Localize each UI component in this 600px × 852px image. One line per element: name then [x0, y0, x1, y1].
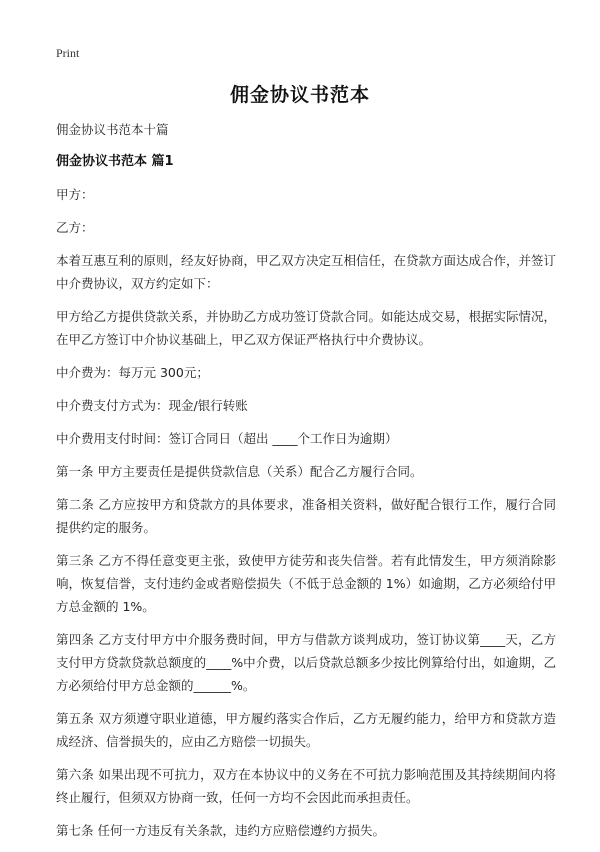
- fee-rate-line: 中介费为：每万元 300元；: [56, 365, 209, 380]
- article-6: 第六条 如果出现不可抗力，双方在本协议中的义务在不可抗力影响范围及其持续期间内将终止履行，但须双方协商一致，任何一方均不会因此而承担责任。: [56, 767, 556, 805]
- service-paragraph: 甲方给乙方提供贷款关系，并协助乙方成功签订贷款合同。如能达成交易，根据实际情况，在甲乙方签订中介协议基础上，甲乙双方保证严格执行中介费协议。: [56, 309, 557, 347]
- section-heading: 佣金协议书范本 篇1: [56, 154, 174, 169]
- article-4: 第四条 乙方支付甲方中介服务费时间，甲方与借款方谈判成功，签订协议第____天，乙方支付甲方贷款贷款总额度的____%中介费，以后贷款总额多少按比例算给付出，如逾期，乙方必须给付甲方总金额的______%。: [56, 632, 556, 693]
- document-subtitle: 佣金协议书范本十篇: [56, 122, 169, 137]
- article-5: 第五条 双方须遵守职业道德，甲方履约落实合作后，乙方无履约能力，给甲方和贷款方造成经济、信誉损失的，应由乙方赔偿一切损失。: [56, 711, 556, 749]
- preamble-paragraph: 本着互惠互利的原则，经友好协商，甲乙双方决定互相信任，在贷款方面达成合作，并签订中介费协议，双方约定如下：: [56, 253, 557, 291]
- payment-time-line: 中介费用支付时间：签订合同日（超出 ____个工作日为逾期）: [56, 431, 398, 446]
- article-3: 第三条 乙方不得任意变更主张，致使甲方徒劳和丧失信誉。若有此情发生，甲方须消除影响，恢复信誉，支付违约金或者赔偿损失（不低于总金额的 1%）如逾期，乙方必须给付甲方总金额的 1%。: [56, 553, 556, 614]
- document-body: [56, 118, 556, 852]
- payment-method-line: 中介费支付方式为：现金/银行转账: [56, 398, 248, 413]
- party-a-line: 甲方：: [56, 187, 94, 202]
- party-b-line: 乙方：: [56, 220, 94, 235]
- page-title: 佣金协议书范本: [229, 84, 370, 106]
- article-1: 第一条 甲方主要责任是提供贷款信息（关系）配合乙方履行合同。: [56, 464, 423, 479]
- article-7: 第七条 任何一方违反有关条款，违约方应赔偿遵约方损失。: [56, 823, 385, 838]
- print-label: Print: [56, 46, 80, 60]
- article-2: 第二条 乙方应按甲方和贷款方的具体要求，准备相关资料，做好配合银行工作，履行合同提供约定的服务。: [56, 497, 556, 535]
